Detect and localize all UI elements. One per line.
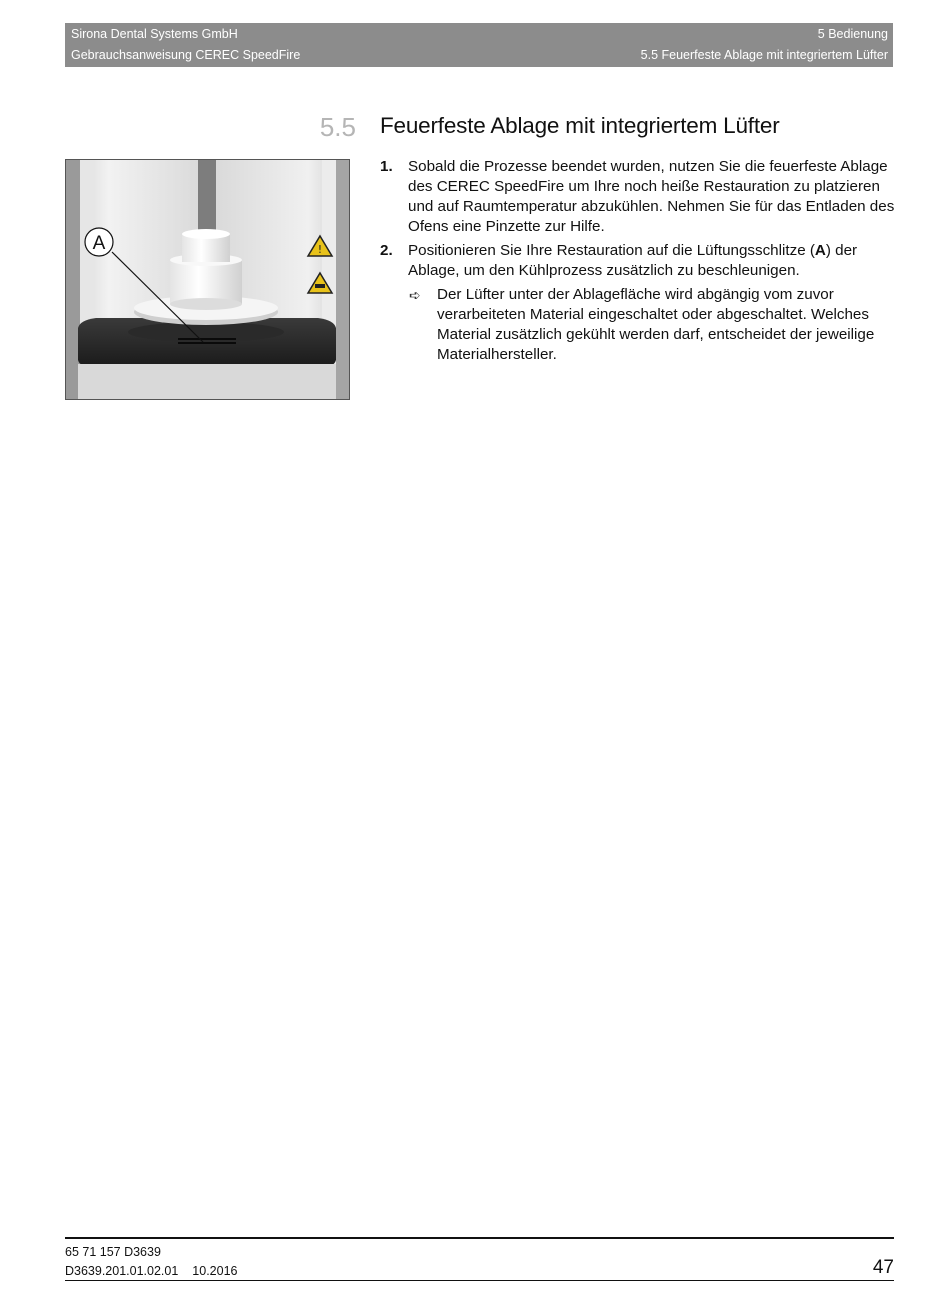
step-2: [380, 241, 900, 281]
header-manual: Gebrauchsanweisung CEREC SpeedFire: [71, 48, 301, 62]
callout-label: A: [92, 233, 106, 254]
step-text-callout: A: [814, 242, 826, 259]
header-chapter: 5 Bedienung: [817, 27, 888, 41]
section-number: 5.5: [319, 112, 356, 142]
instructions: [380, 157, 900, 365]
footer-divider: [65, 1237, 894, 1239]
result: [380, 285, 900, 365]
footer-doc-number: 65 71 157 D3639: [65, 1245, 161, 1259]
step-text-part: ) der Ablage, um den Kühlprozess zusätzlich zu beschleunigen.: [408, 242, 858, 279]
oven-tray-figure: [65, 159, 350, 400]
step-number: 2.: [380, 242, 393, 259]
header-section: 5.5 Feuerfeste Ablage mit integriertem Lüfter: [640, 48, 888, 62]
svg-text:!: !: [317, 243, 323, 256]
step-1: [380, 157, 900, 237]
header-company: Sirona Dental Systems GmbH: [71, 27, 238, 41]
page-header: [65, 23, 893, 67]
footer-date: 10.2016: [192, 1264, 238, 1278]
step-text-part: Positionieren Sie Ihre Restauration auf die Lüftungsschlitze (: [408, 242, 815, 259]
footer-bottom-line: [65, 1280, 894, 1281]
footer-doc-code: D3639.201.01.02.01: [65, 1264, 179, 1278]
step-text: Sobald die Prozesse beendet wurden, nutzen Sie die feuerfeste Ablage des CEREC SpeedFire um Ihre noch heiße Restauration zu platzieren und auf Raumtemperatur abzukühlen. Nehmen Sie für das Entladen des Ofens eine Pinzette zur Hilfe.: [408, 158, 895, 235]
footer-doc-info: [65, 1264, 237, 1278]
result-text: Der Lüfter unter der Ablagefläche wird abgängig vom zuvor verarbeiteten Material eingeschaltet oder abgeschaltet. Welches Material zusätzlich gekühlt werden darf, entscheidet der jeweilige Materialhersteller.: [437, 286, 875, 363]
step-number: 1.: [380, 158, 393, 175]
section-title: Feuerfeste Ablage mit integriertem Lüfter: [380, 113, 780, 138]
result-arrow-icon: ➪: [409, 287, 421, 303]
oven-tray-illustration: [66, 160, 350, 400]
page-number: 47: [872, 1257, 894, 1278]
step-text: [408, 241, 900, 281]
